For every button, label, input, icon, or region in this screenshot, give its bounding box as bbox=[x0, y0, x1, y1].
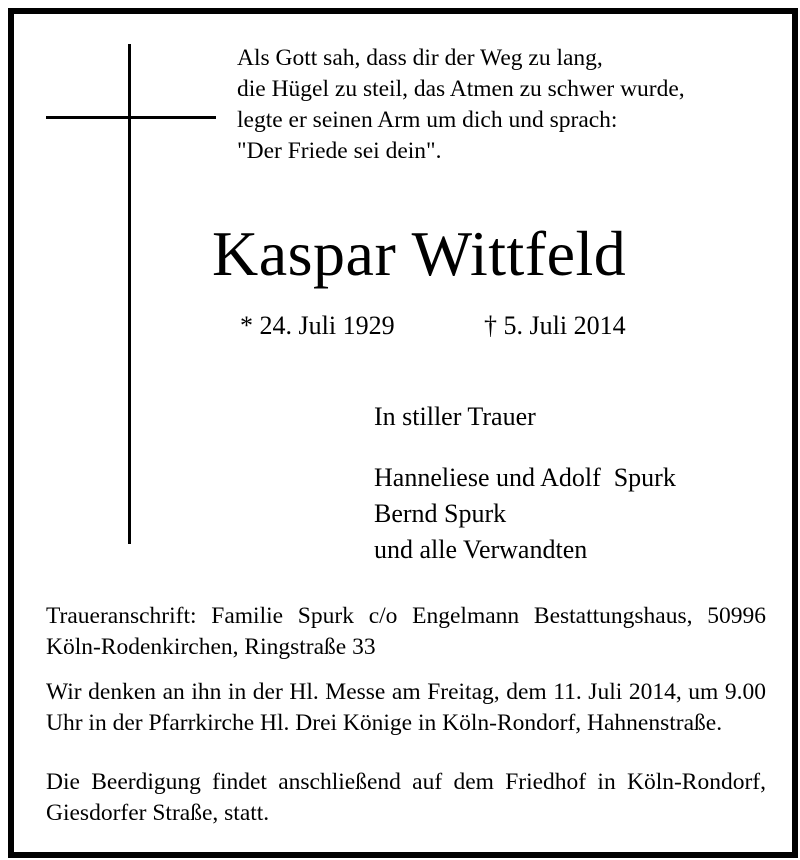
mourner: und alle Verwandten bbox=[374, 535, 588, 564]
deceased-name: Kaspar Wittfeld bbox=[212, 218, 627, 289]
mourner: Bernd Spurk bbox=[374, 499, 507, 528]
poem-line: legte er seinen Arm um dich und sprach: bbox=[237, 107, 618, 133]
mourning-address: Traueranschrift: Familie Spurk c/o Engelmann Bestattungshaus, 50996 Köln-Rodenkirchen, Ringstraße 33 bbox=[46, 603, 766, 660]
cross-icon-crossbar bbox=[46, 116, 216, 119]
poem-line: die Hügel zu steil, das Atmen zu schwer wurde, bbox=[237, 76, 685, 102]
burial-info: Die Beerdigung findet anschließend auf dem Friedhof in Köln-Rondorf, Giesdorfer Straße, statt. bbox=[46, 769, 766, 826]
mass-info: Wir denken an ihn in der Hl. Messe am Freitag, dem 11. Juli 2014, um 9.00 Uhr in der Pfarrkirche Hl. Drei Könige in Köln-Rondorf, Hahnenstraße. bbox=[46, 679, 766, 736]
mourning-heading: In stiller Trauer bbox=[374, 402, 536, 431]
death-date: † 5. Juli 2014 bbox=[484, 311, 626, 340]
mourner: Hanneliese und Adolf Spurk bbox=[374, 463, 676, 492]
poem-line: Als Gott sah, dass dir der Weg zu lang, bbox=[237, 45, 603, 71]
cross-icon bbox=[128, 44, 131, 544]
poem-line: "Der Friede sei dein". bbox=[237, 138, 442, 164]
birth-date: * 24. Juli 1929 bbox=[240, 311, 395, 340]
poem bbox=[237, 43, 685, 167]
mourners-list bbox=[374, 460, 676, 568]
